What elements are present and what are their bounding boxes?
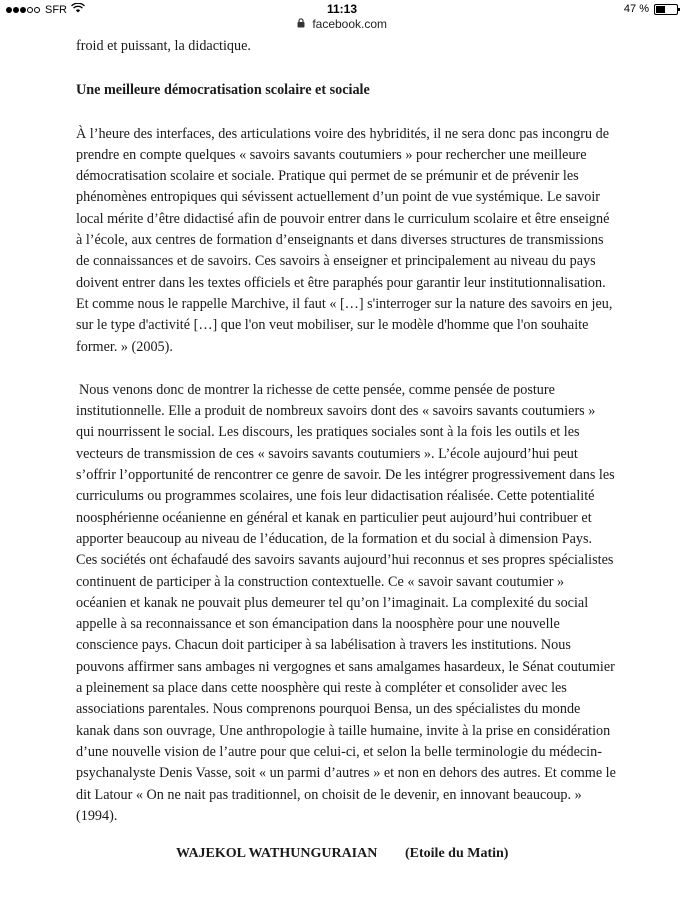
paragraph-2: Nous venons donc de montrer la richesse de cette pensée, comme pensée de posture institutionnelle. Elle a produit de nombreux savoirs dont des « savoirs savants coutumiers » qui nourrissent le social. Les discours, les pratiques sociales sont à la fois les outils et les vecteurs de transmission de ces « savoirs savants coutumiers ». L’école aujourd’hui peut s’offrir l’opportunité de rencontrer ce genre de savoir. De les intégrer progressivement dans les curriculums ou programmes scolaires, une fois leur didactisation réalisée. Cette potentialité noosphérienne océanienne en général et kanak en particulier peut aujourd’hui contribuer et apporter beaucoup au niveau de l’éducation, de la formation et du social à dimension Pays. Ces sociétés ont échafaudé des savoirs savants aujourd’hui reconnus et ses propres spécialistes continuent de participer à la construction contextuelle. Ce « savoir savant coutumier » océanien et kanak ne pouvait plus demeurer tel qu’on l’imaginait. La complexité du social appelle à sa reconnaissance et son émancipation dans la noosphère pour une nouvelle conscience pays. Chacun doit participer à sa labélisation à travers les institutions. Nous pouvons affirmer sans ambages ni vergognes et sans amalgames hasardeux, le Sénat coutumier a pleinement sa place dans cette noosphère qui reste à compléter et consolider avec les associations parentales. Nous comprenons pourquoi Bensa, un des spécialistes du monde kanak dans son ouvrage, Une anthropologie à taille humaine, invite à la prise en considération d’une nouvelle vision de l’autre pour que celui-ci, et selon la belle terminologie du médecin-psychanalyste Denis Vasse, soit « un parmi d’autres » et non en dehors des autres. Et comme le dit Latour « On ne nait pas traditionnel, on choisit de le devenir, en innovant beaucoup. » (1994). <box>76 381 616 824</box>
lock-icon <box>297 18 305 30</box>
paragraph-1: À l’heure des interfaces, des articulations voire des hybridités, il ne sera donc pas incongru de prendre en compte quelques « savoirs savants coutumiers » pour rechercher une meilleure démocratisation scolaire et sociale. Pratique qui permet de se prémunir et de prévenir les phénomènes entropiques qui sévissent actuellement d’un point de vue systémique. Le savoir local mérite d’être didactisé afin de pouvoir entrer dans le curriculum scolaire et être enseigné à l’école, aux centres de formation d’enseignants et dans diverses structures de transmissions de connaissances et de savoirs. Ces savoirs à enseigner et principalement au niveau du pays doivent entrer dans les textes officiels et être paraphés pour garantir leur institutionnalisation. Et comme nous le rappelle Marchive, il faut « […] s'interroger sur la nature des savoirs en jeu, sur le type d'activité […] que l'on veut mobiliser, sur le modèle d'homme que l'on souhaite former. » (2005). <box>76 125 613 355</box>
status-bar <box>0 0 684 17</box>
url-text[interactable]: facebook.com <box>312 17 388 31</box>
author-organization: (Etoile du Matin) <box>405 846 509 861</box>
article-body <box>76 36 616 827</box>
battery-group <box>624 3 678 15</box>
battery-icon <box>654 4 678 15</box>
address-bar[interactable] <box>0 17 684 37</box>
carrier-label: SFR <box>45 3 67 16</box>
author-name: WAJEKOL WATHUNGURAIAN <box>176 846 378 861</box>
clock: 11:13 <box>326 2 358 16</box>
previous-paragraph-tail: froid et puissant, la didactique. <box>76 38 251 54</box>
section-heading: Une meilleure démocratisation scolaire et sociale <box>76 82 370 99</box>
battery-percent: 47 % <box>623 3 649 15</box>
